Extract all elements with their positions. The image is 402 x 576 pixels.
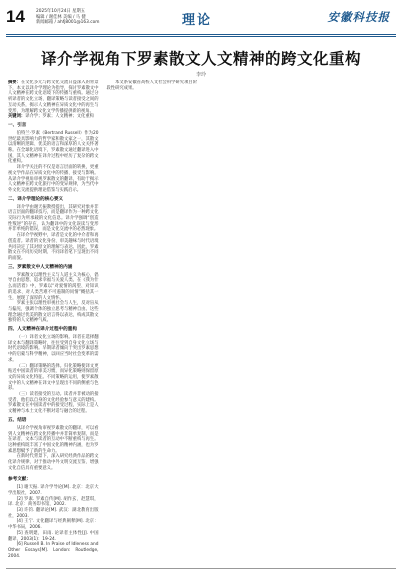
body-paragraph: （二）翻译策略的选择。归化策略使译文更贴近中国读者的审美习惯，而异化策略则保留原文的异质文化特征。不同策略的运用，使罗素散文中的人文精神在译文中呈现出不同的侧重与色彩。 <box>8 363 99 392</box>
editor-line: 编辑 / 谢佳林 美编 / 马 健 <box>36 14 86 20</box>
keywords-label: 关键词： <box>8 114 26 120</box>
article-body <box>8 80 394 564</box>
body-paragraph: 在新时代背景下，深入研究经典作品的跨文化译介规律，对于推动中外文明交流互鉴、增强文化自信具有重要意义。 <box>8 454 99 471</box>
reference-item: [2] 罗素. 罗素自传[M]. 胡作玄，赵慧琪，译. 北京：商务印书馆，2002. <box>8 496 99 508</box>
references-title: 参考文献： <box>8 477 31 483</box>
reference-item: [4] 王宁. 文化翻译与经典阐释[M]. 北京：中华书局，2006. <box>8 519 99 531</box>
article-headline: 译介学视角下罗素散文人文精神的跨文化重构 <box>40 49 361 68</box>
body-paragraph: 罗素散文以理性主义与人道主义为核心，倡导自由思想、追求幸福与关爱人类。在《我为什么而活着》中，罗素以“对爱情的渴望、对知识的追求、对人类苦难不可遏制的同情”概括其一生，展现了深厚的人文情怀。 <box>8 272 99 301</box>
body-paragraph: （三）读者接受的互动。读者并非被动的接受者，他们以自身的文化经验参与意义的建构。罗素散文在中国读者中的接受过程，实际上是人文精神与本土文化不断对话与融合的过程。 <box>8 392 99 415</box>
section-heading: 三、罗素散文中人文精神的内涵 <box>8 264 73 270</box>
section-title: 理论 <box>182 13 213 28</box>
body-paragraph: （一）译者文化立场的影响。译者在选择翻译文本与翻译策略时，往往受到自身文化立场与时代语境的影响。早期译者倾向于突出罗素思想中的启蒙与科学精神，以回应当时社会变革的需求。 <box>8 335 99 363</box>
email-line: 新闻邮箱 / ahfj8001@163.com <box>36 20 100 26</box>
keywords <box>8 114 99 120</box>
section-heading: 四、人文精神在译介过程中的重构 <box>8 327 77 333</box>
section-heading: 五、结语 <box>8 417 27 423</box>
footer-rule <box>6 568 396 569</box>
reference-item: [1] 谢天振. 译介学导论[M]. 北京：北京大学出版社，2007. <box>8 485 99 496</box>
section-heading: 一、引言 <box>8 122 27 128</box>
body-paragraph: 伯特兰·罗素（Bertrand Russell）作为20世纪最具影响力的哲学家和散文家之一，其散文以清晰的逻辑、优美的语言和深厚的人文关怀著称。在全球化语境下，罗素散文通过翻译进入中国，其人文精神在译介过程中经历了复杂的跨文化重构。 <box>8 130 99 165</box>
newspaper-name: 安徽科技报 <box>327 10 390 24</box>
article-sections <box>8 123 99 472</box>
body-paragraph: 译介学关注的不仅是语言层面的转换，更重视文学作品在异质文化中的传播、接受与影响。从译介学视角审视罗素散文的翻译，有助于揭示人文精神在跨文化旅行中的变异规律，为当代中外文化交流提供理论借鉴与实践启示。 <box>8 165 99 193</box>
reference-item: [6] Russell B. In Praise of Idleness and Other Essays[M]. London: Routledge, 2004. <box>8 542 99 559</box>
body-paragraph: 罗素主张以理性审视社会与人生，反对盲从与偏见，强调个体的独立思考与精神自由。这些理念通过优美的散文语言得以表达，构成其散文独特的人文精神气质。 <box>8 301 99 324</box>
abstract-text: 在文化多元与跨文化交流日益深入的背景下，本文以译介学理论为指导，探讨罗素散文中人文精神在跨文化语境下的传播与重构。通过分析译者的文化立场、翻译策略与读者接受之间的互动关系，揭示人文精神在异质文化中的再生与变形，为理解跨文化文学传播提供新的视角。 <box>8 80 99 114</box>
reference-item: [5] 查明建，田雨. 论译者主体性[J]. 中国翻译，2003(1)：19-24. <box>8 530 99 542</box>
body-paragraph: 在译介学视野中，译者是文化的中介者和再创造者。译者的文化身份、审美趣味与时代语境共同决定了其对原文的理解与表达。因此，罗素散文在不同历史时期、不同译者笔下呈现出不同的面貌。 <box>8 233 99 261</box>
date-line: 2025年10月24日 星期五 <box>36 9 86 14</box>
article-author: 李玲 <box>195 72 206 78</box>
funding-note: 本文系安徽省高校人文社会科学研究项目阶段性研究成果。 <box>106 80 197 91</box>
abstract-label: 摘要： <box>8 80 21 85</box>
section-heading: 二、译介学理论的核心要义 <box>8 196 64 202</box>
issue-meta <box>36 9 99 26</box>
body-paragraph: 从译介学视角审视罗素散文的翻译，可以看到人文精神在跨文化传播中并非简单复制，而是在译者、文本与读者的互动中不断重构与再生。这种重构既丰富了中国文化的精神内涵，也为罗素思想赋予了新的生命力。 <box>8 425 99 454</box>
page-number: 14 <box>6 7 25 26</box>
reference-item: [3] 许钧. 翻译论[M]. 武汉：湖北教育出版社，2003. <box>8 508 99 519</box>
masthead-rule-thin <box>6 36 396 37</box>
body-paragraph: 译介学由谢天振教授提出，其研究对象并非语言层面的翻译技巧，而是翻译作为一种跨文化交际行为所承载的文化信息。译介学强调“创造性叛逆”的存在，认为翻译中的文化误读与变形并非单纯的错误，而是文化交流中的必然现象。 <box>8 204 99 233</box>
references-list <box>8 485 99 559</box>
masthead-rule <box>6 34 396 35</box>
abstract <box>8 80 99 114</box>
keywords-text: 译介学；罗素；人文精神；文化重构 <box>25 114 94 120</box>
